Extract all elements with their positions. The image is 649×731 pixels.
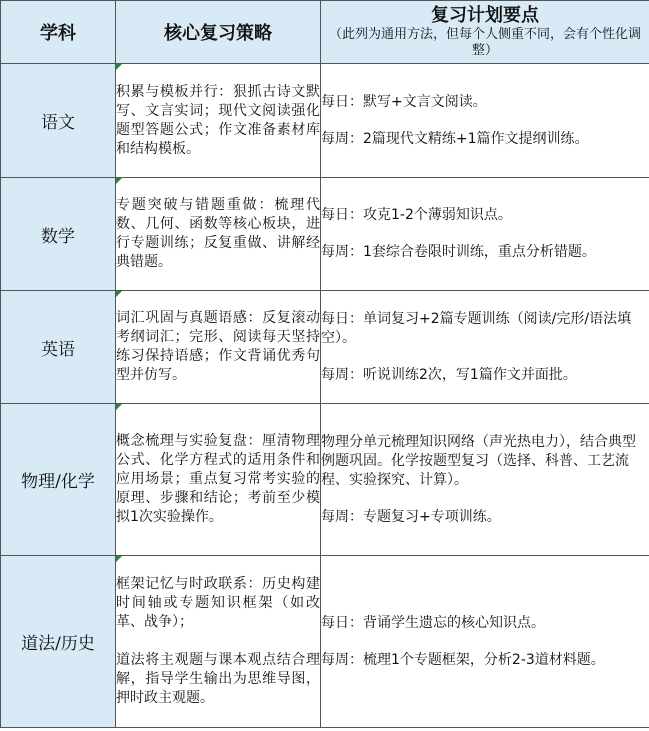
plan-cell (321, 178, 649, 291)
strategy-text: 概念梳理与实验复盘：厘清物理公式、化学方程式的适用条件和应用场景；重点复习常考实验的原理、步骤和结论；考前至少模拟1次实验操作。 (116, 433, 320, 525)
subject-cell: 物理/化学 (1, 404, 116, 556)
header-plan-title: 复习计划要点 (431, 4, 539, 26)
subject-cell: 数学 (1, 178, 116, 291)
plan-cell (321, 64, 649, 178)
plan-weekly: 每周：梳理1个专题框架，分析2-3道材料题。 (321, 651, 605, 668)
table-row (1, 178, 649, 291)
table-row (1, 64, 649, 178)
strategy-text: 道法将主观题与课本观点结合理解，指导学生输出为思维导图，押时政主观题。 (116, 652, 320, 706)
plan-daily: 每日：攻克1-2个薄弱知识点。 (321, 207, 512, 223)
plan-weekly: 每周：听说训练2次，写1篇作文并面批。 (321, 366, 577, 383)
subject-cell: 英语 (1, 291, 116, 404)
plan-daily: 每日：背诵学生遗忘的核心知识点。 (321, 614, 545, 631)
plan-daily: 每日：默写+文言文阅读。 (321, 93, 487, 110)
subject-cell: 道法/历史 (1, 556, 116, 728)
subject-cell: 语文 (1, 64, 116, 178)
header-subject: 学科 (1, 1, 116, 64)
strategy-text: 框架记忆与时政联系：历史构建时间轴或专题知识框架（如改革、战争）； (116, 576, 320, 630)
plan-weekly: 每周：2篇现代文精练+1篇作文提纲训练。 (321, 130, 589, 147)
strategy-cell (116, 291, 321, 404)
strategy-text: 专题突破与错题重做：梳理代数、几何、函数等核心板块，进行专题训练；反复重做、讲解经典错题。 (116, 197, 320, 270)
strategy-text: 积累与模板并行：狠抓古诗文默写、文言实词；现代文阅读强化题型答题公式；作文准备素材库和结构模板。 (116, 83, 320, 157)
plan-cell (321, 556, 649, 728)
plan-weekly: 每周：专题复习+专项训练。 (321, 508, 501, 525)
table-row (1, 404, 649, 556)
plan-cell (321, 291, 649, 404)
header-row (1, 1, 649, 64)
strategy-cell (116, 64, 321, 178)
strategy-cell (116, 556, 321, 728)
strategy-text: 词汇巩固与真题语感：反复滚动考纲词汇；完形、阅读每天坚持练习保持语感；作文背诵优秀句型并仿写。 (116, 310, 320, 383)
plan-daily: 每日：单词复习+2篇专题训练（阅读/完形/语法填空）。 (321, 310, 632, 346)
header-plan (321, 1, 649, 64)
plan-cell (321, 404, 649, 556)
header-plan-note: （此列为通用方法，但每个人侧重不同，会有个性化调整） (328, 26, 641, 58)
table-row (1, 556, 649, 728)
strategy-cell (116, 404, 321, 556)
plan-weekly: 每周：1套综合卷限时训练，重点分析错题。 (321, 244, 596, 260)
header-strategy: 核心复习策略 (116, 1, 321, 64)
strategy-cell (116, 178, 321, 291)
plan-daily: 物理分单元梳理知识网络（声光热电力），结合典型例题巩固。化学按题型复习（选择、科普、工艺流程、实验探究、计算）。 (321, 433, 636, 488)
table-row (1, 291, 649, 404)
